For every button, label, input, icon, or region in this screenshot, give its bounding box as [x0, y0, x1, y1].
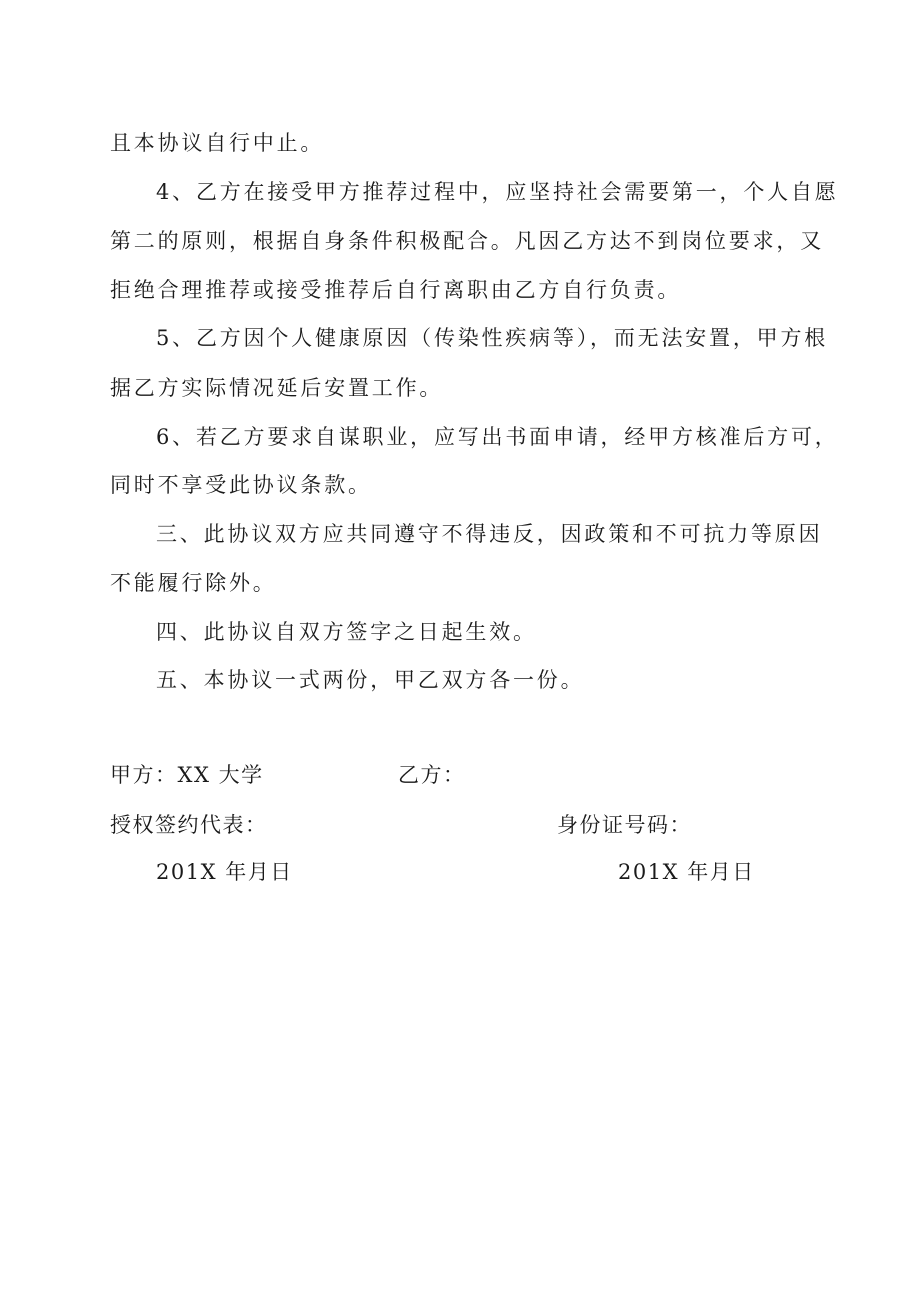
- id-number-label: 身份证号码：: [557, 813, 692, 837]
- paragraph-line: 三、此协议双方应共同遵守不得违反，因政策和不可抗力等原因: [156, 522, 823, 546]
- paragraph-line: 5、乙方因个人健康原因（传染性疾病等），而无法安置，甲方根: [156, 326, 829, 350]
- paragraph-line: 6、若乙方要求自谋职业，应写出书面申请，经甲方核准后方可，: [156, 425, 839, 449]
- party-a-label: 甲方：XX 大学: [110, 763, 264, 787]
- paragraph-line: 同时不享受此协议条款。: [110, 473, 372, 497]
- party-b-label: 乙方：: [398, 763, 466, 787]
- paragraph-line: 不能履行除外。: [110, 571, 277, 595]
- paragraph-line: 据乙方实际情况延后安置工作。: [110, 376, 444, 400]
- paragraph-line: 四、此协议自双方签字之日起生效。: [156, 620, 537, 644]
- paragraph-line: 4、乙方在接受甲方推荐过程中，应坚持社会需要第一，个人自愿: [156, 180, 839, 204]
- date-party-b: 201X 年月日: [618, 860, 755, 884]
- paragraph-line: 且本协议自行中止。: [110, 131, 325, 155]
- paragraph-line: 第二的原则，根据自身条件积极配合。凡因乙方达不到岗位要求，又: [110, 229, 824, 253]
- paragraph-line: 拒绝合理推荐或接受推荐后自行离职由乙方自行负责。: [110, 278, 682, 302]
- paragraph-line: 五、本协议一式两份，甲乙双方各一份。: [156, 668, 585, 692]
- date-party-a: 201X 年月日: [156, 860, 293, 884]
- authorized-rep-label: 授权签约代表：: [110, 813, 268, 837]
